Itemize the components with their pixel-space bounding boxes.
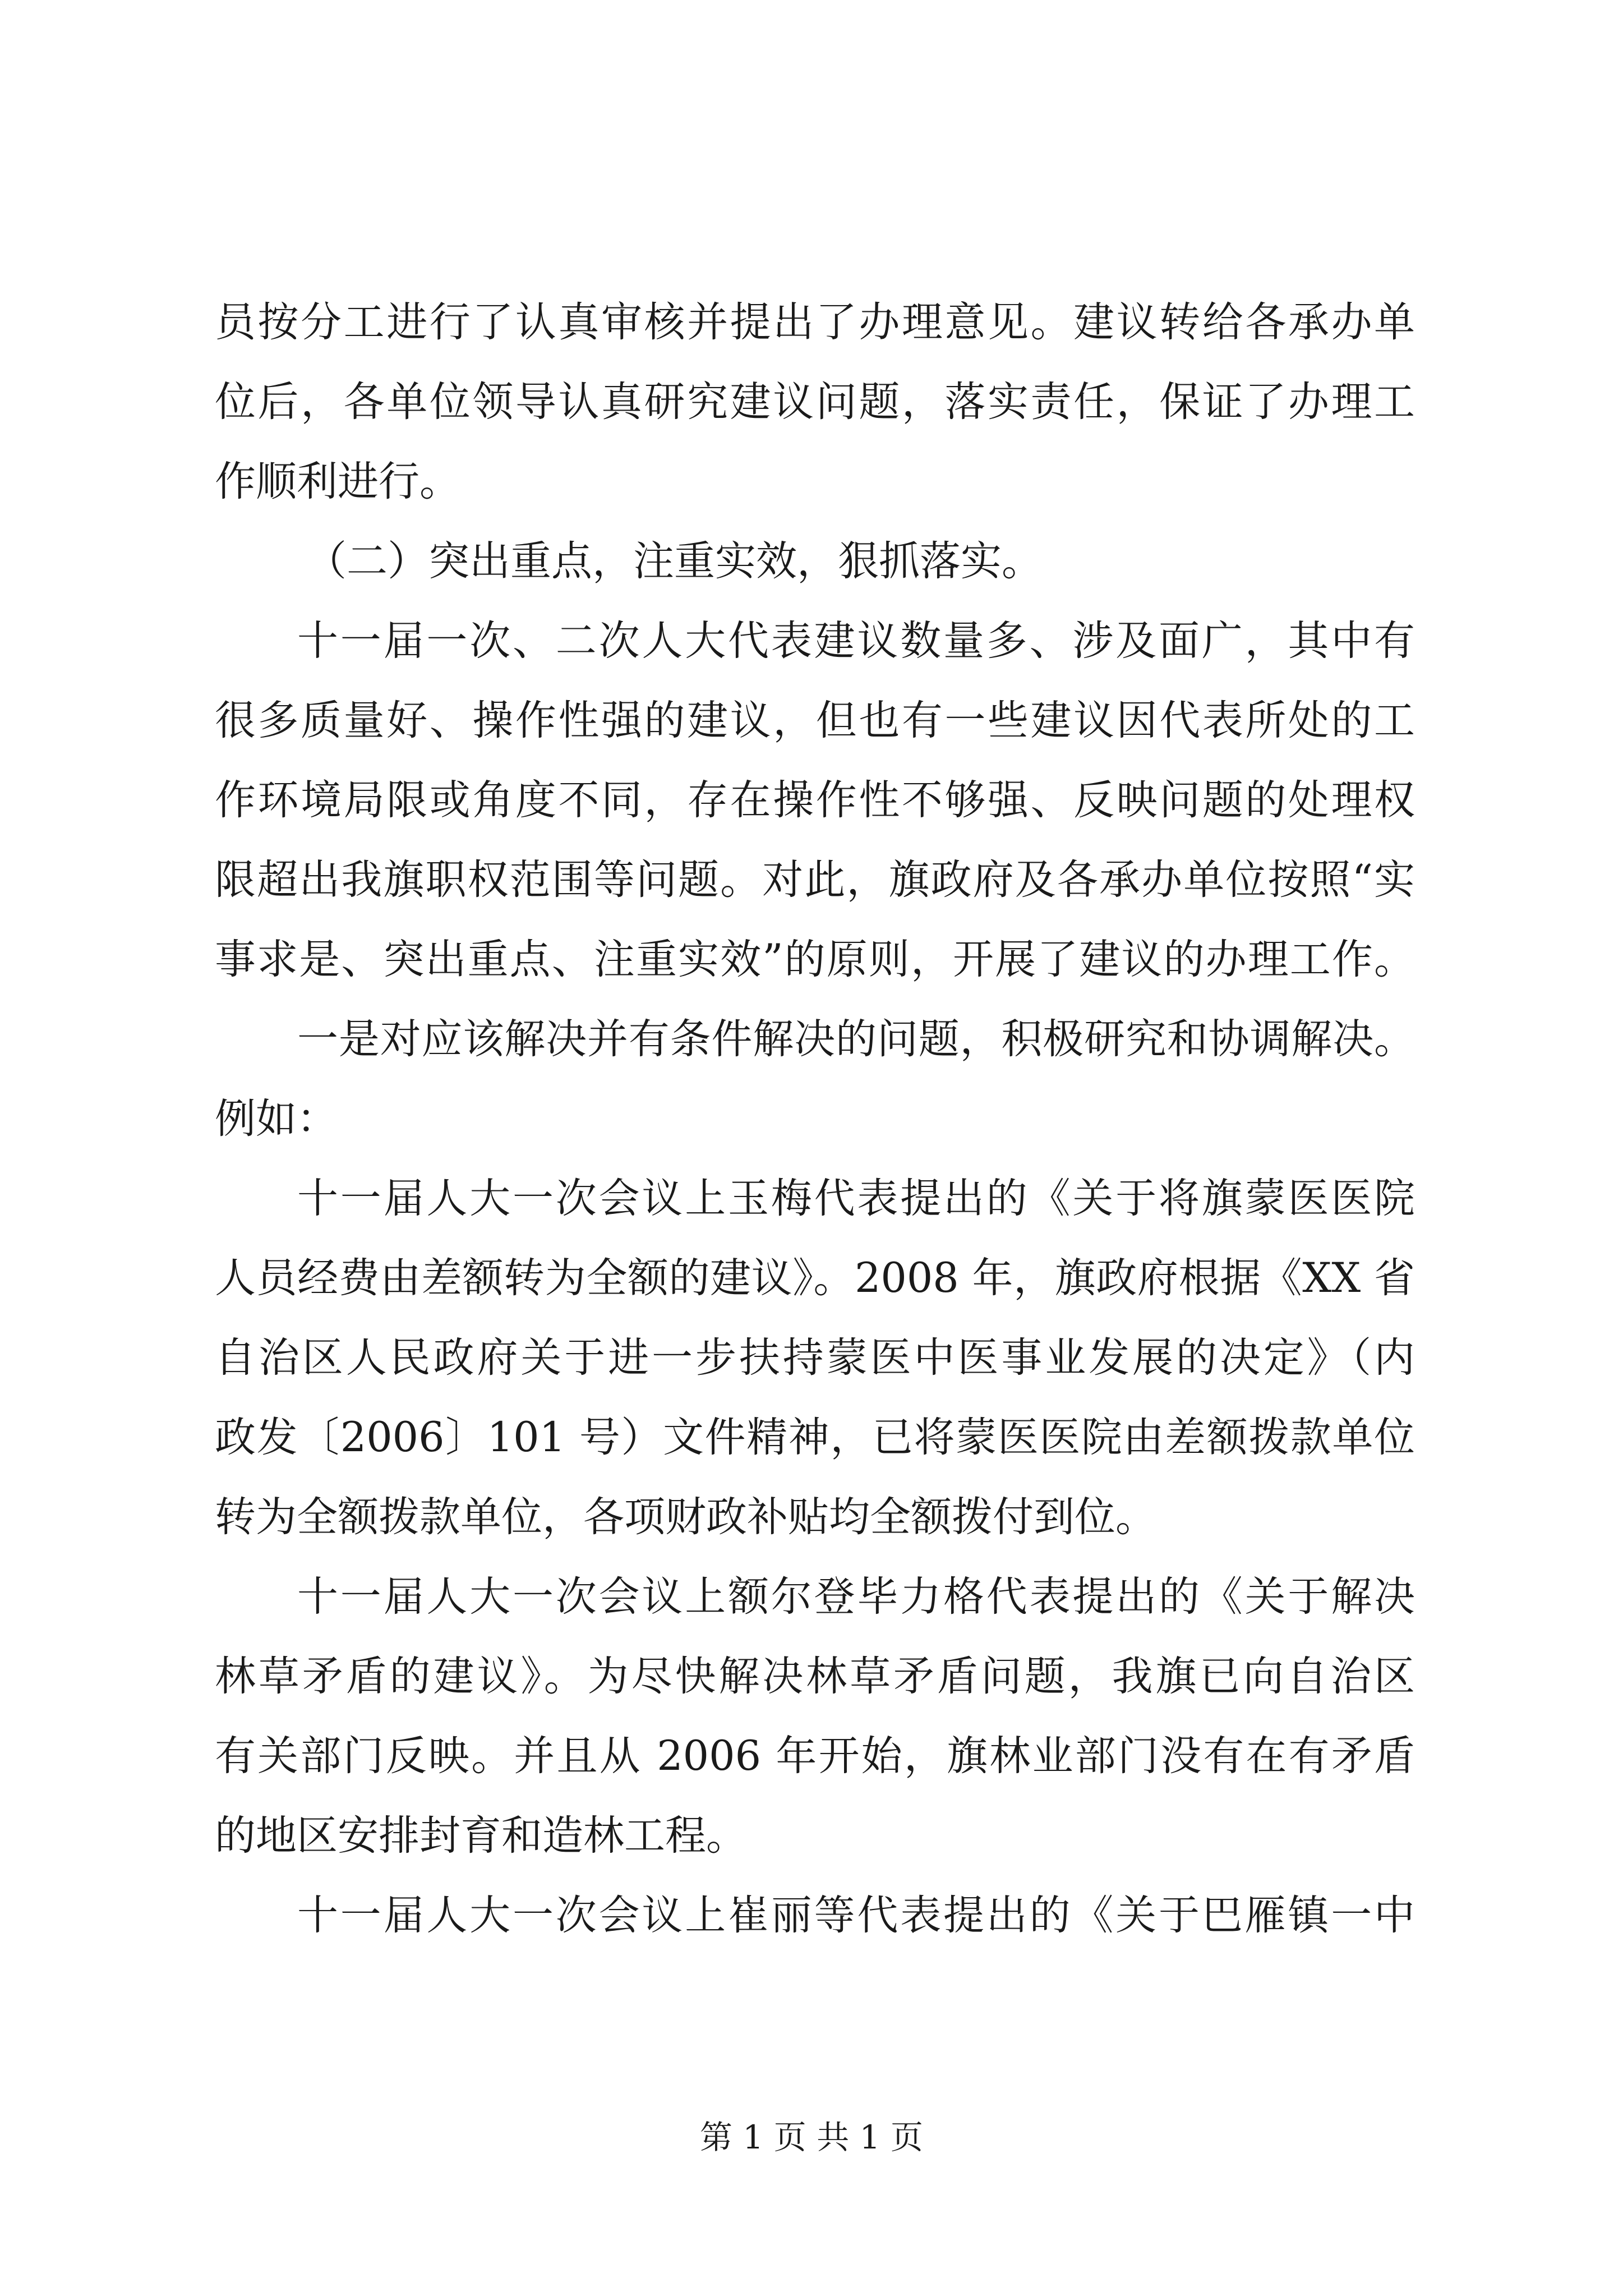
paragraph-line: 有关部门反映。并且从 2006 年开始，旗林业部门没有在有矛盾	[215, 1732, 1415, 1780]
page-number-footer: 第 1 页 共 1 页	[700, 2118, 923, 2156]
paragraph-line: 限超出我旗职权范围等问题。对此，旗政府及各承办单位按照“实	[215, 856, 1415, 904]
paragraph-line: 转为全额拨款单位，各项财政补贴均全额拨付到位。	[215, 1493, 1156, 1541]
paragraph-line: 政发〔2006〕101 号）文件精神，已将蒙医医院由差额拨款单位	[215, 1414, 1415, 1461]
paragraph-line: 很多质量好、操作性强的建议，但也有一些建议因代表所处的工	[215, 697, 1415, 744]
paragraph-line: 人员经费由差额转为全额的建议》。2008 年，旗政府根据《XX 省	[215, 1254, 1415, 1302]
paragraph-line: 林草矛盾的建议》。为尽快解决林草矛盾问题，我旗已向自治区	[215, 1653, 1415, 1700]
paragraph-line: 的地区安排封育和造林工程。	[215, 1812, 747, 1860]
section-heading: （二）突出重点，注重实效，狠抓落实。	[306, 537, 1043, 585]
paragraph-line: 一是对应该解决并有条件解决的问题，积极研究和协调解决。	[297, 1015, 1415, 1063]
paragraph-line: 员按分工进行了认真审核并提出了办理意见。建议转给各承办单	[215, 298, 1415, 346]
paragraph-line: 作环境局限或角度不同，存在操作性不够强、反映问题的处理权	[215, 776, 1415, 824]
paragraph-line: 作顺利进行。	[215, 458, 460, 505]
paragraph-line: 十一届人大一次会议上崔丽等代表提出的《关于巴雁镇一中	[297, 1892, 1415, 1939]
paragraph-line: 位后，各单位领导认真研究建议问题，落实责任，保证了办理工	[215, 378, 1415, 426]
paragraph-line: 十一届人大一次会议上玉梅代表提出的《关于将旗蒙医医院	[297, 1175, 1415, 1222]
paragraph-line: 事求是、突出重点、注重实效”的原则，开展了建议的办理工作。	[215, 936, 1415, 983]
paragraph-line: 自治区人民政府关于进一步扶持蒙医中医事业发展的决定》（内	[215, 1334, 1415, 1382]
paragraph-line: 十一届一次、二次人大代表建议数量多、涉及面广，其中有	[297, 617, 1415, 665]
paragraph-line: 例如：	[215, 1095, 338, 1143]
paragraph-line: 十一届人大一次会议上额尔登毕力格代表提出的《关于解决	[297, 1573, 1415, 1621]
